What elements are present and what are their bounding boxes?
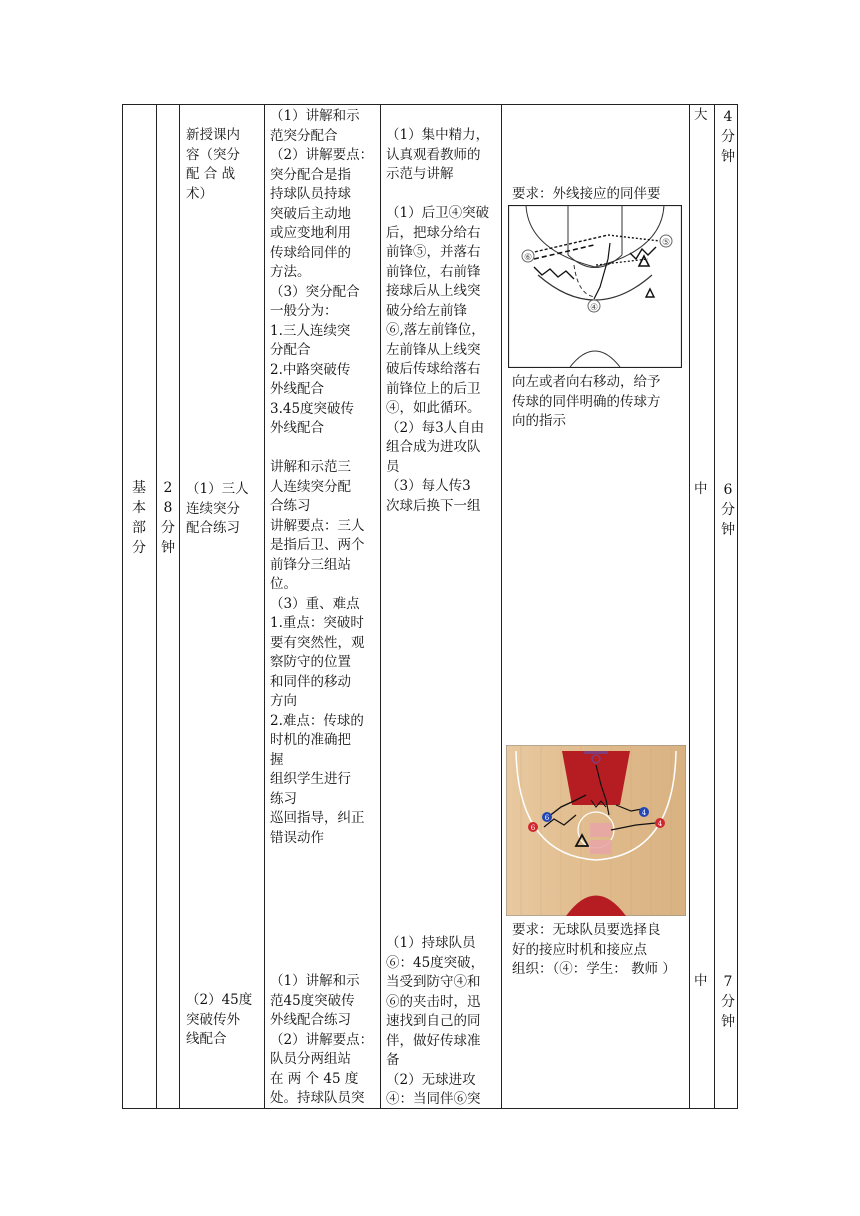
minutes-row-3: 7 分 钟 (721, 974, 735, 1030)
col-divider (156, 105, 157, 1108)
requirement-text-2: 要求：无球队员要选择良 好的接应时机和接应点 组织：（④：学生： 教师 ） (512, 922, 676, 977)
student-text-line (386, 185, 498, 205)
teacher-text-line: 前锋分三组站 (270, 556, 351, 573)
student-text-line: 左前锋从上线突 (386, 341, 481, 358)
teacher-text-line: 巡回指导，纠正 (270, 810, 365, 826)
teacher-text-line: 外线配合 (270, 420, 324, 436)
player-6-red-label: 6 (530, 824, 536, 832)
teacher-text-line: 错误动作 (270, 829, 324, 846)
intensity-medium-2: 中 (694, 973, 708, 989)
teacher-activity-block-2 (270, 972, 374, 1109)
col-divider (714, 105, 715, 1108)
student-text-line: 前锋位，右前锋 (386, 263, 481, 280)
student-text-line: 组合成为进攻队 (386, 439, 481, 455)
teacher-text-line: （3）突分配合 (270, 283, 360, 300)
col-divider (689, 105, 690, 1108)
student-text-line: 后，把球分给右 (386, 224, 481, 241)
teacher-text-line: 外线配合练习 (270, 1012, 351, 1028)
content-item-three-person: （1）三人 连续突分 配合练习 (186, 481, 249, 536)
student-activity-block-2 (386, 934, 498, 1110)
student-text-line: （2）无球进攻 (386, 1071, 476, 1088)
teacher-text-line: 外线配合 (270, 381, 324, 397)
student-text-line: 认真观看教师的 (386, 146, 481, 163)
minutes-row-2: 6 分 钟 (721, 482, 735, 538)
teacher-text-line: 人连续突分配 (270, 478, 351, 495)
content-item-45-degree: （2）45度 突破传外 线配合 (186, 992, 253, 1047)
teacher-text-line: 3.45度突破传 (270, 400, 355, 417)
student-text-line: ⑥,落左前锋位， (386, 322, 485, 338)
student-text-line: 前锋⑤，并落右 (386, 244, 481, 260)
student-text-line: ④，如此循环。 (386, 400, 481, 416)
student-text-line: 伴，做好传球准 (386, 1032, 481, 1049)
col-divider (264, 105, 265, 1108)
teacher-text-line: 分配合 (270, 342, 311, 358)
teacher-text-line: 持球队员持球 (270, 186, 351, 202)
player-4-red-label: 4 (657, 820, 663, 828)
teacher-text-line: （2）讲解要点： (270, 147, 374, 163)
court-diagram (508, 205, 682, 368)
teacher-activity-block (270, 107, 374, 848)
teacher-text-line: 握 (270, 751, 284, 768)
student-text-line: 破分给左前锋 (386, 302, 467, 319)
teacher-text-line: 传球给同伴的 (270, 244, 351, 261)
col-divider (380, 105, 381, 1108)
student-text-line: 前锋位上的后卫 (386, 380, 481, 397)
col-divider (179, 105, 180, 1108)
teacher-text-line: 1.三人连续突 (270, 322, 351, 339)
student-text-line: 示范与讲解 (386, 166, 454, 182)
requirement-text-1: 要求：外线接应的同伴要 (512, 186, 661, 202)
student-text-line: 接球后从上线突 (386, 283, 481, 299)
teacher-text-line: （1）讲解和示 (270, 108, 360, 124)
teacher-text-line: 要有突然性，观 (270, 634, 365, 651)
teacher-text-line: 范突分配合 (270, 127, 338, 144)
teacher-text-line: 合练习 (270, 498, 311, 514)
teacher-text-line: 或应变地利用 (270, 225, 351, 241)
minutes-row-1: 4 分 钟 (721, 109, 735, 165)
student-text-line: 次球后换下一组 (386, 497, 481, 514)
player-6-blue-label: 6 (544, 814, 550, 822)
teacher-text-line: （2）讲解要点： (270, 1031, 374, 1048)
player-4-label: ④ (589, 303, 599, 313)
student-text-line: （3）每人传3 (386, 478, 471, 494)
intensity-high: 大 (694, 107, 708, 123)
teacher-text-line: （3）重、难点 (270, 595, 360, 612)
intensity-medium: 中 (694, 481, 708, 497)
teacher-text-line: 在 两 个 45 度 (270, 1070, 359, 1087)
student-text-line: 当受到防守④和 (386, 974, 481, 990)
content-item-new-lesson: 新授课内 容（突分 配 合 战 术） (186, 127, 240, 202)
teacher-text-line: 队员分两组站 (270, 1051, 351, 1067)
player-6-label: ⑥ (523, 253, 533, 263)
student-text-line: （1）后卫④突破 (386, 205, 490, 221)
requirement-text-1-cont: 向左或者向右移动，给予 传球的同伴明确的传球方 向的指示 (512, 374, 661, 429)
student-text-line: 备 (386, 1052, 400, 1068)
teacher-text-line (270, 439, 374, 459)
teacher-text-line: 突破后主动地 (270, 205, 351, 222)
teacher-text-line: 和同伴的移动 (270, 673, 351, 690)
student-activity-block (386, 126, 498, 516)
teacher-text-line: 练习 (270, 790, 297, 807)
student-text-line: 速找到自己的同 (386, 1013, 481, 1029)
col-divider (501, 105, 502, 1108)
teacher-text-line: 是指后卫、两个 (270, 537, 365, 553)
total-time: 2 8 分 钟 (161, 480, 175, 556)
court-photo (506, 745, 686, 916)
teacher-text-line: 位。 (270, 576, 297, 592)
teacher-text-line: 讲解要点：三人 (270, 517, 365, 534)
player-5-label: ⑤ (661, 238, 671, 248)
teacher-text-line: 2.难点：传球的 (270, 712, 364, 729)
teacher-text-line: 时机的准确把 (270, 732, 351, 748)
teacher-text-line: 处。持球队员突 (270, 1090, 365, 1106)
student-text-line: 破后传球给落右 (386, 361, 481, 377)
teacher-text-line: 讲解和示范三 (270, 459, 351, 475)
teacher-text-line: 方向 (270, 693, 297, 709)
teacher-text-line: 方法。 (270, 264, 311, 280)
student-text-line: ⑥的夹击时，迅 (386, 993, 481, 1010)
teacher-text-line: 2.中路突破传 (270, 361, 351, 378)
player-4-blue-label: 4 (641, 809, 647, 817)
teacher-text-line: 一般分为： (270, 303, 338, 319)
teacher-text-line: 察防守的位置 (270, 654, 351, 670)
section-label: 基 本 部 分 (132, 480, 146, 556)
teacher-text-line: 1.重点：突破时 (270, 615, 364, 631)
student-text-line: ⑥：45度突破， (386, 954, 485, 971)
student-text-line: （2）每3人自由 (386, 419, 485, 436)
student-text-line: （1）集中精力， (386, 127, 490, 143)
teacher-text-line: 范45度突破传 (270, 992, 355, 1009)
student-text-line: （1）持球队员 (386, 935, 476, 951)
student-text-line: 员 (386, 458, 400, 475)
teacher-text-line: （1）讲解和示 (270, 973, 360, 989)
teacher-text-line: 突分配合是指 (270, 166, 351, 183)
teacher-text-line: 组织学生进行 (270, 771, 351, 787)
student-text-line: ④：当同伴⑥突 (386, 1091, 481, 1107)
